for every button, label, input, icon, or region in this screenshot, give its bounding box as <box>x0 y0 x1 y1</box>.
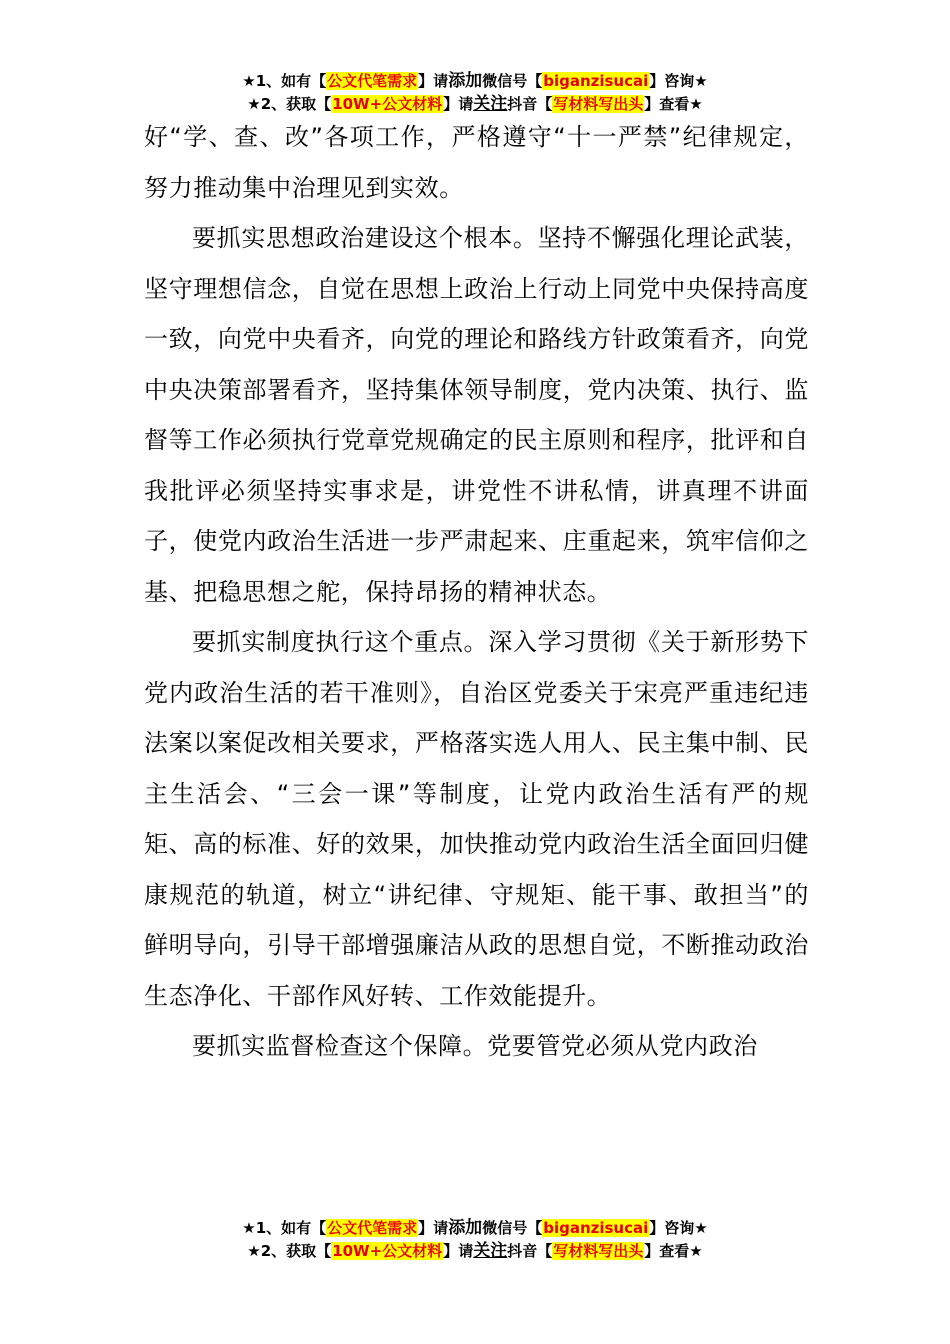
banner-text: 微信号【 <box>482 72 543 90</box>
banner-douyin-id: 写材料写出头 <box>553 1242 644 1260</box>
banner-text: 】咨询★ <box>649 1219 708 1237</box>
banner-highlight: 10W+公文材料 <box>332 1242 443 1260</box>
banner-text: ★1、如有【 <box>242 72 327 90</box>
banner-text: ★1、如有【 <box>242 1219 327 1237</box>
banner-emphasis: 添加 <box>448 71 483 91</box>
banner-text: 】请 <box>443 95 474 113</box>
banner-text: 】请 <box>418 72 449 90</box>
banner-text: ★2、获取【 <box>247 95 332 113</box>
paragraph-institution: 要抓实制度执行这个重点。深入学习贯彻《关于新形势下党内政治生活的若干准则》，自治区党委关于宋亮严重违纪违法案以案促改相关要求，严格落实选人用人、民主集中制、民主生活会、“三会一课”等制度，让党内政治生活有严的规矩、高的标准、好的效果，加快推动党内政治生活全面回归健康规范的轨道，树立“讲纪律、守规矩、能干事、敢担当”的鲜明导向，引导干部增强廉洁从政的思想自觉，不断推动政治生态净化、干部作风好转、工作效能提升。 <box>144 628 809 1010</box>
banner-emphasis: 添加 <box>448 1218 483 1238</box>
banner-text: 】请 <box>443 1242 474 1260</box>
banner-text: 】咨询★ <box>649 72 708 90</box>
paragraph-supervision: 要抓实监督检查这个保障。党要管党必须从党内政治 <box>192 1032 758 1060</box>
banner-text: 】查看★ <box>644 1242 703 1260</box>
paragraph-continuation: 好“学、查、改”各项工作，严格遵守“十一严禁”纪律规定，努力推动集中治理见到实效。 <box>144 123 809 202</box>
banner-line-1 <box>0 1217 950 1240</box>
banner-highlight: 10W+公文材料 <box>332 95 443 113</box>
banner-douyin-id: 写材料写出头 <box>553 95 644 113</box>
document-body <box>144 112 809 1072</box>
banner-wechat-id: biganzisucai <box>543 1219 649 1237</box>
banner-text: ★2、获取【 <box>247 1242 332 1260</box>
banner-emphasis: 关注 <box>473 94 508 114</box>
banner-text: 】查看★ <box>644 95 703 113</box>
footer-banner <box>0 1217 950 1263</box>
header-banner <box>0 70 950 116</box>
banner-line-1 <box>0 70 950 93</box>
paragraph-ideology: 要抓实思想政治建设这个根本。坚持不懈强化理论武装，坚守理想信念，自觉在思想上政治上行动上同党中央保持高度一致，向党中央看齐，向党的理论和路线方针政策看齐，向党中央决策部署看齐，坚持集体领导制度，党内决策、执行、监督等工作必须执行党章党规确定的民主原则和程序，批评和自我批评必须坚持实事求是，讲党性不讲私情，讲真理不讲面子，使党内政治生活进一步严肃起来、庄重起来，筑牢信仰之基、把稳思想之舵，保持昂扬的精神状态。 <box>144 224 809 606</box>
banner-highlight: 公文代笔需求 <box>327 1219 418 1237</box>
banner-text: 】请 <box>418 1219 449 1237</box>
banner-wechat-id: biganzisucai <box>543 72 649 90</box>
banner-highlight: 公文代笔需求 <box>327 72 418 90</box>
banner-text: 微信号【 <box>482 1219 543 1237</box>
banner-line-2 <box>0 1240 950 1263</box>
banner-text: 抖音【 <box>507 95 553 113</box>
banner-emphasis: 关注 <box>473 1241 508 1261</box>
banner-text: 抖音【 <box>507 1242 553 1260</box>
